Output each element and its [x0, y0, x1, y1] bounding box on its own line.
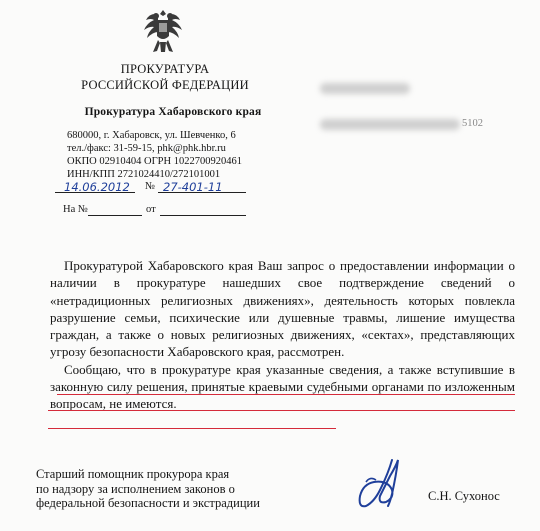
ref-from-label: от — [146, 204, 156, 215]
letter-number: 27-401-11 — [163, 180, 223, 194]
signer-name: С.Н. Сухонос — [428, 489, 500, 503]
highlight-underline-2 — [48, 410, 515, 411]
redacted-recipient-line1 — [320, 83, 410, 94]
org-subdivision: Прокуратура Хабаровского края — [84, 106, 262, 118]
signer-position — [36, 467, 260, 511]
letter-body — [50, 257, 515, 413]
letter-date: 14.06.2012 — [64, 180, 130, 194]
signer-position-line3: федеральной безопасности и экстрадиции — [36, 496, 260, 510]
body-paragraph-1: Прокуратурой Хабаровского края Ваш запрос о предоставлении информации о наличии в прокуратуре нашедших свое подтверждение сведений о «нетрадиционных религиозных движениях», деятельность которых повлекла разрушение семьи, психические или душевные травмы, лишение имущества граждан, а также о новых религиозных движениях, «сектах», представляющих угрозу безопасности Хабаровского края, рассмотрен. — [50, 258, 515, 360]
highlight-underline-3 — [48, 428, 336, 429]
ref-date-underline — [160, 215, 246, 216]
org-title-line2: РОССИЙСКОЙ ФЕДЕРАЦИИ — [81, 78, 249, 92]
ref-label: На № — [63, 204, 88, 215]
signer-position-line2: по надзору за исполнением законов о — [36, 481, 235, 496]
number-prefix: № — [145, 181, 156, 192]
coat-of-arms-emblem — [140, 6, 186, 58]
body-paragraph-2: Сообщаю, что в прокуратуре края указанные сведения, а также вступившие в законную силу решения, принятые краевыми судебными органами по изложенным вопросам, не имеются. — [50, 361, 515, 412]
org-inn: ИНН/КПП 2721024410/272101001 — [67, 169, 221, 180]
date-underline — [55, 192, 135, 193]
handwritten-signature — [352, 456, 422, 516]
redacted-recipient-line2 — [320, 119, 460, 130]
org-address: 680000, г. Хабаровск, ул. Шевченко, 6 — [67, 130, 236, 141]
org-title-line1: ПРОКУРАТУРА — [120, 62, 210, 76]
org-phone: тел./факс: 31-59-15, phk@phk.hbr.ru — [67, 143, 226, 154]
signer-position-line1: Старший помощник прокурора края — [36, 467, 230, 481]
number-underline — [158, 192, 246, 193]
highlight-underline-1 — [57, 394, 515, 395]
ref-number-underline — [88, 215, 142, 216]
org-okpo: ОКПО 02910404 ОГРН 1022700920461 — [67, 156, 242, 167]
recipient-fragment: 5102 — [462, 118, 483, 129]
